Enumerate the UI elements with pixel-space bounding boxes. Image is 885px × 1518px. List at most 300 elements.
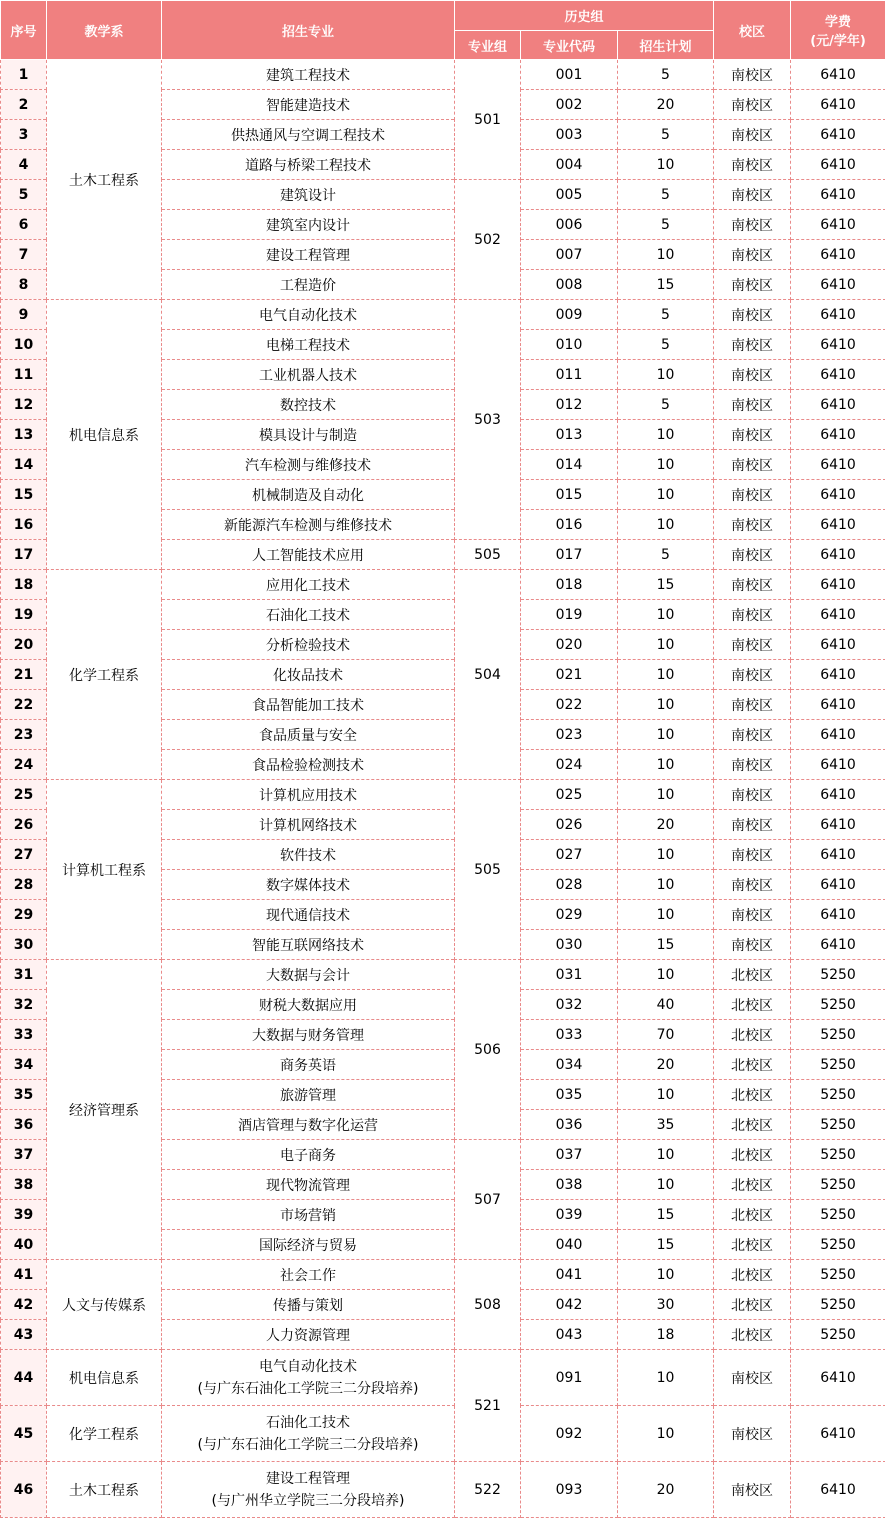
campus-cell: 南校区 bbox=[714, 690, 791, 720]
table-row bbox=[1, 1350, 885, 1406]
fee-cell: 5250 bbox=[791, 1140, 885, 1170]
fee-cell: 6410 bbox=[791, 240, 885, 270]
fee-cell: 6410 bbox=[791, 840, 885, 870]
group-cell: 506 bbox=[455, 960, 521, 1140]
campus-cell: 南校区 bbox=[714, 480, 791, 510]
campus-cell: 北校区 bbox=[714, 1170, 791, 1200]
campus-cell: 南校区 bbox=[714, 120, 791, 150]
code-cell: 035 bbox=[521, 1080, 618, 1110]
plan-cell: 10 bbox=[618, 1170, 714, 1200]
group-cell: 505 bbox=[455, 780, 521, 960]
fee-cell: 6410 bbox=[791, 120, 885, 150]
group-cell: 522 bbox=[455, 1462, 521, 1518]
major-cell: 传播与策划 bbox=[162, 1290, 455, 1320]
major-name: 建设工程管理 bbox=[162, 1468, 454, 1490]
fee-cell: 5250 bbox=[791, 1170, 885, 1200]
campus-cell: 北校区 bbox=[714, 1140, 791, 1170]
group-cell: 501 bbox=[455, 60, 521, 180]
plan-cell: 10 bbox=[618, 420, 714, 450]
code-cell: 004 bbox=[521, 150, 618, 180]
table-row bbox=[1, 1462, 885, 1518]
major-cell: 人工智能技术应用 bbox=[162, 540, 455, 570]
plan-cell: 10 bbox=[618, 240, 714, 270]
major-cell: 现代通信技术 bbox=[162, 900, 455, 930]
department-cell: 土木工程系 bbox=[47, 1462, 162, 1518]
code-cell: 028 bbox=[521, 870, 618, 900]
major-cell: 电气自动化技术 bbox=[162, 300, 455, 330]
row-number: 35 bbox=[1, 1080, 47, 1110]
campus-cell: 南校区 bbox=[714, 840, 791, 870]
fee-cell: 6410 bbox=[791, 330, 885, 360]
fee-cell: 5250 bbox=[791, 1110, 885, 1140]
code-cell: 022 bbox=[521, 690, 618, 720]
major-cell: 市场营销 bbox=[162, 1200, 455, 1230]
campus-cell: 北校区 bbox=[714, 1230, 791, 1260]
major-name: 电气自动化技术 bbox=[162, 1356, 454, 1378]
department-cell: 土木工程系 bbox=[47, 60, 162, 300]
row-number: 19 bbox=[1, 600, 47, 630]
header-group-no: 专业组 bbox=[455, 31, 521, 60]
major-cell: 道路与桥梁工程技术 bbox=[162, 150, 455, 180]
plan-cell: 15 bbox=[618, 270, 714, 300]
department-cell: 经济管理系 bbox=[47, 960, 162, 1260]
major-cell: 机械制造及自动化 bbox=[162, 480, 455, 510]
major-cell: 软件技术 bbox=[162, 840, 455, 870]
row-number: 46 bbox=[1, 1462, 47, 1518]
table-row bbox=[1, 780, 885, 810]
major-cell: 电子商务 bbox=[162, 1140, 455, 1170]
campus-cell: 南校区 bbox=[714, 420, 791, 450]
department-cell: 化学工程系 bbox=[47, 570, 162, 780]
major-note: (与广州华立学院三二分段培养) bbox=[162, 1490, 454, 1512]
fee-cell: 6410 bbox=[791, 1350, 885, 1406]
row-number: 28 bbox=[1, 870, 47, 900]
campus-cell: 南校区 bbox=[714, 90, 791, 120]
major-cell: 计算机应用技术 bbox=[162, 780, 455, 810]
plan-cell: 10 bbox=[618, 900, 714, 930]
plan-cell: 5 bbox=[618, 300, 714, 330]
row-number: 41 bbox=[1, 1260, 47, 1290]
row-number: 2 bbox=[1, 90, 47, 120]
code-cell: 043 bbox=[521, 1320, 618, 1350]
plan-cell: 10 bbox=[618, 870, 714, 900]
row-number: 12 bbox=[1, 390, 47, 420]
plan-cell: 15 bbox=[618, 1230, 714, 1260]
row-number: 7 bbox=[1, 240, 47, 270]
major-cell: 智能建造技术 bbox=[162, 90, 455, 120]
code-cell: 012 bbox=[521, 390, 618, 420]
code-cell: 026 bbox=[521, 810, 618, 840]
row-number: 9 bbox=[1, 300, 47, 330]
header-fee-line1: 学费 bbox=[791, 11, 885, 30]
code-cell: 016 bbox=[521, 510, 618, 540]
code-cell: 023 bbox=[521, 720, 618, 750]
group-cell: 508 bbox=[455, 1260, 521, 1350]
code-cell: 040 bbox=[521, 1230, 618, 1260]
code-cell: 020 bbox=[521, 630, 618, 660]
table-row bbox=[1, 1260, 885, 1290]
code-cell: 017 bbox=[521, 540, 618, 570]
row-number: 11 bbox=[1, 360, 47, 390]
campus-cell: 北校区 bbox=[714, 1200, 791, 1230]
code-cell: 031 bbox=[521, 960, 618, 990]
header-fee bbox=[791, 1, 885, 60]
campus-cell: 北校区 bbox=[714, 1290, 791, 1320]
row-number: 36 bbox=[1, 1110, 47, 1140]
campus-cell: 南校区 bbox=[714, 630, 791, 660]
plan-cell: 18 bbox=[618, 1320, 714, 1350]
fee-cell: 6410 bbox=[791, 630, 885, 660]
campus-cell: 北校区 bbox=[714, 990, 791, 1020]
code-cell: 007 bbox=[521, 240, 618, 270]
campus-cell: 南校区 bbox=[714, 660, 791, 690]
fee-cell: 6410 bbox=[791, 870, 885, 900]
group-cell: 504 bbox=[455, 570, 521, 780]
plan-cell: 10 bbox=[618, 480, 714, 510]
table-body bbox=[1, 60, 885, 1518]
row-number: 31 bbox=[1, 960, 47, 990]
campus-cell: 南校区 bbox=[714, 300, 791, 330]
campus-cell: 南校区 bbox=[714, 870, 791, 900]
campus-cell: 北校区 bbox=[714, 1110, 791, 1140]
major-cell: 食品质量与安全 bbox=[162, 720, 455, 750]
fee-cell: 5250 bbox=[791, 1080, 885, 1110]
campus-cell: 南校区 bbox=[714, 750, 791, 780]
major-cell: 建筑工程技术 bbox=[162, 60, 455, 90]
campus-cell: 南校区 bbox=[714, 60, 791, 90]
code-cell: 030 bbox=[521, 930, 618, 960]
campus-cell: 南校区 bbox=[714, 510, 791, 540]
major-cell: 智能互联网络技术 bbox=[162, 930, 455, 960]
code-cell: 001 bbox=[521, 60, 618, 90]
plan-cell: 10 bbox=[618, 510, 714, 540]
code-cell: 039 bbox=[521, 1200, 618, 1230]
table-row bbox=[1, 960, 885, 990]
plan-cell: 5 bbox=[618, 390, 714, 420]
header-campus: 校区 bbox=[714, 1, 791, 60]
row-number: 6 bbox=[1, 210, 47, 240]
plan-cell: 10 bbox=[618, 630, 714, 660]
plan-cell: 15 bbox=[618, 930, 714, 960]
campus-cell: 南校区 bbox=[714, 1406, 791, 1462]
major-cell: 建筑设计 bbox=[162, 180, 455, 210]
major-cell: 石油化工技术 bbox=[162, 600, 455, 630]
row-number: 22 bbox=[1, 690, 47, 720]
major-cell: 食品检验检测技术 bbox=[162, 750, 455, 780]
header-code: 专业代码 bbox=[521, 31, 618, 60]
code-cell: 005 bbox=[521, 180, 618, 210]
fee-cell: 6410 bbox=[791, 90, 885, 120]
group-cell: 505 bbox=[455, 540, 521, 570]
fee-cell: 5250 bbox=[791, 1320, 885, 1350]
campus-cell: 南校区 bbox=[714, 360, 791, 390]
row-number: 20 bbox=[1, 630, 47, 660]
major-cell bbox=[162, 1406, 455, 1462]
plan-cell: 20 bbox=[618, 810, 714, 840]
code-cell: 092 bbox=[521, 1406, 618, 1462]
major-cell: 电梯工程技术 bbox=[162, 330, 455, 360]
campus-cell: 南校区 bbox=[714, 780, 791, 810]
campus-cell: 南校区 bbox=[714, 570, 791, 600]
header-fee-line2: (元/学年) bbox=[791, 30, 885, 49]
fee-cell: 6410 bbox=[791, 600, 885, 630]
campus-cell: 北校区 bbox=[714, 1020, 791, 1050]
campus-cell: 北校区 bbox=[714, 1320, 791, 1350]
department-cell: 机电信息系 bbox=[47, 300, 162, 570]
plan-cell: 10 bbox=[618, 660, 714, 690]
campus-cell: 南校区 bbox=[714, 150, 791, 180]
fee-cell: 6410 bbox=[791, 780, 885, 810]
row-number: 34 bbox=[1, 1050, 47, 1080]
code-cell: 041 bbox=[521, 1260, 618, 1290]
group-cell: 502 bbox=[455, 180, 521, 300]
major-cell: 社会工作 bbox=[162, 1260, 455, 1290]
major-cell: 建筑室内设计 bbox=[162, 210, 455, 240]
fee-cell: 6410 bbox=[791, 1406, 885, 1462]
row-number: 18 bbox=[1, 570, 47, 600]
major-cell: 汽车检测与维修技术 bbox=[162, 450, 455, 480]
fee-cell: 6410 bbox=[791, 420, 885, 450]
plan-cell: 5 bbox=[618, 210, 714, 240]
fee-cell: 5250 bbox=[791, 960, 885, 990]
fee-cell: 6410 bbox=[791, 570, 885, 600]
campus-cell: 南校区 bbox=[714, 390, 791, 420]
row-number: 10 bbox=[1, 330, 47, 360]
plan-cell: 10 bbox=[618, 1406, 714, 1462]
fee-cell: 6410 bbox=[791, 750, 885, 780]
fee-cell: 6410 bbox=[791, 450, 885, 480]
plan-cell: 10 bbox=[618, 1140, 714, 1170]
fee-cell: 6410 bbox=[791, 690, 885, 720]
plan-cell: 10 bbox=[618, 1260, 714, 1290]
header-plan: 招生计划 bbox=[618, 31, 714, 60]
fee-cell: 6410 bbox=[791, 300, 885, 330]
header-major: 招生专业 bbox=[162, 1, 455, 60]
plan-cell: 35 bbox=[618, 1110, 714, 1140]
group-cell: 503 bbox=[455, 300, 521, 540]
major-cell: 大数据与财务管理 bbox=[162, 1020, 455, 1050]
code-cell: 034 bbox=[521, 1050, 618, 1080]
code-cell: 038 bbox=[521, 1170, 618, 1200]
code-cell: 009 bbox=[521, 300, 618, 330]
major-cell: 现代物流管理 bbox=[162, 1170, 455, 1200]
plan-cell: 10 bbox=[618, 840, 714, 870]
fee-cell: 6410 bbox=[791, 360, 885, 390]
plan-cell: 20 bbox=[618, 90, 714, 120]
major-cell: 模具设计与制造 bbox=[162, 420, 455, 450]
row-number: 29 bbox=[1, 900, 47, 930]
group-cell: 521 bbox=[455, 1350, 521, 1462]
major-cell: 供热通风与空调工程技术 bbox=[162, 120, 455, 150]
row-number: 24 bbox=[1, 750, 47, 780]
table-row bbox=[1, 60, 885, 90]
row-number: 26 bbox=[1, 810, 47, 840]
code-cell: 006 bbox=[521, 210, 618, 240]
fee-cell: 5250 bbox=[791, 1290, 885, 1320]
major-cell: 酒店管理与数字化运营 bbox=[162, 1110, 455, 1140]
major-note: (与广东石油化工学院三二分段培养) bbox=[162, 1434, 454, 1456]
code-cell: 042 bbox=[521, 1290, 618, 1320]
major-cell: 计算机网络技术 bbox=[162, 810, 455, 840]
row-number: 13 bbox=[1, 420, 47, 450]
row-number: 39 bbox=[1, 1200, 47, 1230]
plan-cell: 20 bbox=[618, 1050, 714, 1080]
row-number: 33 bbox=[1, 1020, 47, 1050]
fee-cell: 5250 bbox=[791, 1200, 885, 1230]
fee-cell: 6410 bbox=[791, 60, 885, 90]
department-cell: 计算机工程系 bbox=[47, 780, 162, 960]
plan-cell: 40 bbox=[618, 990, 714, 1020]
code-cell: 011 bbox=[521, 360, 618, 390]
header-seq: 序号 bbox=[1, 1, 47, 60]
row-number: 3 bbox=[1, 120, 47, 150]
code-cell: 014 bbox=[521, 450, 618, 480]
fee-cell: 6410 bbox=[791, 390, 885, 420]
major-cell: 商务英语 bbox=[162, 1050, 455, 1080]
fee-cell: 5250 bbox=[791, 990, 885, 1020]
major-cell: 国际经济与贸易 bbox=[162, 1230, 455, 1260]
fee-cell: 6410 bbox=[791, 180, 885, 210]
row-number: 5 bbox=[1, 180, 47, 210]
major-cell: 大数据与会计 bbox=[162, 960, 455, 990]
campus-cell: 南校区 bbox=[714, 810, 791, 840]
plan-cell: 15 bbox=[618, 570, 714, 600]
code-cell: 013 bbox=[521, 420, 618, 450]
table-header bbox=[1, 1, 885, 60]
plan-cell: 5 bbox=[618, 60, 714, 90]
code-cell: 032 bbox=[521, 990, 618, 1020]
row-number: 14 bbox=[1, 450, 47, 480]
table-row bbox=[1, 1406, 885, 1462]
plan-cell: 30 bbox=[618, 1290, 714, 1320]
code-cell: 029 bbox=[521, 900, 618, 930]
code-cell: 010 bbox=[521, 330, 618, 360]
major-cell: 化妆品技术 bbox=[162, 660, 455, 690]
campus-cell: 南校区 bbox=[714, 450, 791, 480]
row-number: 44 bbox=[1, 1350, 47, 1406]
row-number: 17 bbox=[1, 540, 47, 570]
plan-cell: 10 bbox=[618, 720, 714, 750]
plan-cell: 5 bbox=[618, 180, 714, 210]
fee-cell: 5250 bbox=[791, 1230, 885, 1260]
row-number: 23 bbox=[1, 720, 47, 750]
code-cell: 015 bbox=[521, 480, 618, 510]
row-number: 1 bbox=[1, 60, 47, 90]
fee-cell: 6410 bbox=[791, 720, 885, 750]
major-cell bbox=[162, 1462, 455, 1518]
code-cell: 024 bbox=[521, 750, 618, 780]
row-number: 38 bbox=[1, 1170, 47, 1200]
row-number: 8 bbox=[1, 270, 47, 300]
row-number: 42 bbox=[1, 1290, 47, 1320]
major-cell: 数控技术 bbox=[162, 390, 455, 420]
code-cell: 093 bbox=[521, 1462, 618, 1518]
major-cell: 工程造价 bbox=[162, 270, 455, 300]
major-cell: 应用化工技术 bbox=[162, 570, 455, 600]
campus-cell: 南校区 bbox=[714, 720, 791, 750]
plan-cell: 10 bbox=[618, 150, 714, 180]
campus-cell: 南校区 bbox=[714, 240, 791, 270]
fee-cell: 6410 bbox=[791, 900, 885, 930]
major-cell: 新能源汽车检测与维修技术 bbox=[162, 510, 455, 540]
plan-cell: 5 bbox=[618, 540, 714, 570]
fee-cell: 5250 bbox=[791, 1260, 885, 1290]
fee-cell: 6410 bbox=[791, 480, 885, 510]
major-cell: 食品智能加工技术 bbox=[162, 690, 455, 720]
fee-cell: 6410 bbox=[791, 150, 885, 180]
campus-cell: 南校区 bbox=[714, 330, 791, 360]
campus-cell: 北校区 bbox=[714, 1080, 791, 1110]
major-cell: 数字媒体技术 bbox=[162, 870, 455, 900]
plan-cell: 10 bbox=[618, 960, 714, 990]
plan-cell: 20 bbox=[618, 1462, 714, 1518]
major-cell: 财税大数据应用 bbox=[162, 990, 455, 1020]
fee-cell: 5250 bbox=[791, 1020, 885, 1050]
campus-cell: 南校区 bbox=[714, 540, 791, 570]
row-number: 45 bbox=[1, 1406, 47, 1462]
code-cell: 021 bbox=[521, 660, 618, 690]
plan-cell: 70 bbox=[618, 1020, 714, 1050]
major-note: (与广东石油化工学院三二分段培养) bbox=[162, 1378, 454, 1400]
header-history-group: 历史组 bbox=[455, 1, 714, 31]
code-cell: 025 bbox=[521, 780, 618, 810]
major-name: 石油化工技术 bbox=[162, 1412, 454, 1434]
campus-cell: 北校区 bbox=[714, 1050, 791, 1080]
row-number: 37 bbox=[1, 1140, 47, 1170]
campus-cell: 南校区 bbox=[714, 1462, 791, 1518]
plan-cell: 10 bbox=[618, 690, 714, 720]
fee-cell: 6410 bbox=[791, 810, 885, 840]
plan-cell: 5 bbox=[618, 330, 714, 360]
fee-cell: 5250 bbox=[791, 1050, 885, 1080]
fee-cell: 6410 bbox=[791, 1462, 885, 1518]
campus-cell: 南校区 bbox=[714, 900, 791, 930]
table-row bbox=[1, 570, 885, 600]
code-cell: 027 bbox=[521, 840, 618, 870]
code-cell: 036 bbox=[521, 1110, 618, 1140]
table-row bbox=[1, 300, 885, 330]
row-number: 43 bbox=[1, 1320, 47, 1350]
department-cell: 化学工程系 bbox=[47, 1406, 162, 1462]
code-cell: 037 bbox=[521, 1140, 618, 1170]
major-cell bbox=[162, 1350, 455, 1406]
plan-cell: 10 bbox=[618, 750, 714, 780]
fee-cell: 6410 bbox=[791, 210, 885, 240]
major-cell: 工业机器人技术 bbox=[162, 360, 455, 390]
campus-cell: 南校区 bbox=[714, 270, 791, 300]
campus-cell: 南校区 bbox=[714, 930, 791, 960]
campus-cell: 南校区 bbox=[714, 180, 791, 210]
plan-cell: 10 bbox=[618, 450, 714, 480]
department-cell: 机电信息系 bbox=[47, 1350, 162, 1406]
fee-cell: 6410 bbox=[791, 270, 885, 300]
major-cell: 人力资源管理 bbox=[162, 1320, 455, 1350]
row-number: 27 bbox=[1, 840, 47, 870]
fee-cell: 6410 bbox=[791, 930, 885, 960]
campus-cell: 南校区 bbox=[714, 600, 791, 630]
code-cell: 091 bbox=[521, 1350, 618, 1406]
row-number: 25 bbox=[1, 780, 47, 810]
major-cell: 建设工程管理 bbox=[162, 240, 455, 270]
row-number: 40 bbox=[1, 1230, 47, 1260]
plan-cell: 10 bbox=[618, 1350, 714, 1406]
code-cell: 002 bbox=[521, 90, 618, 120]
fee-cell: 6410 bbox=[791, 540, 885, 570]
row-number: 32 bbox=[1, 990, 47, 1020]
plan-cell: 5 bbox=[618, 120, 714, 150]
major-cell: 旅游管理 bbox=[162, 1080, 455, 1110]
plan-cell: 10 bbox=[618, 360, 714, 390]
